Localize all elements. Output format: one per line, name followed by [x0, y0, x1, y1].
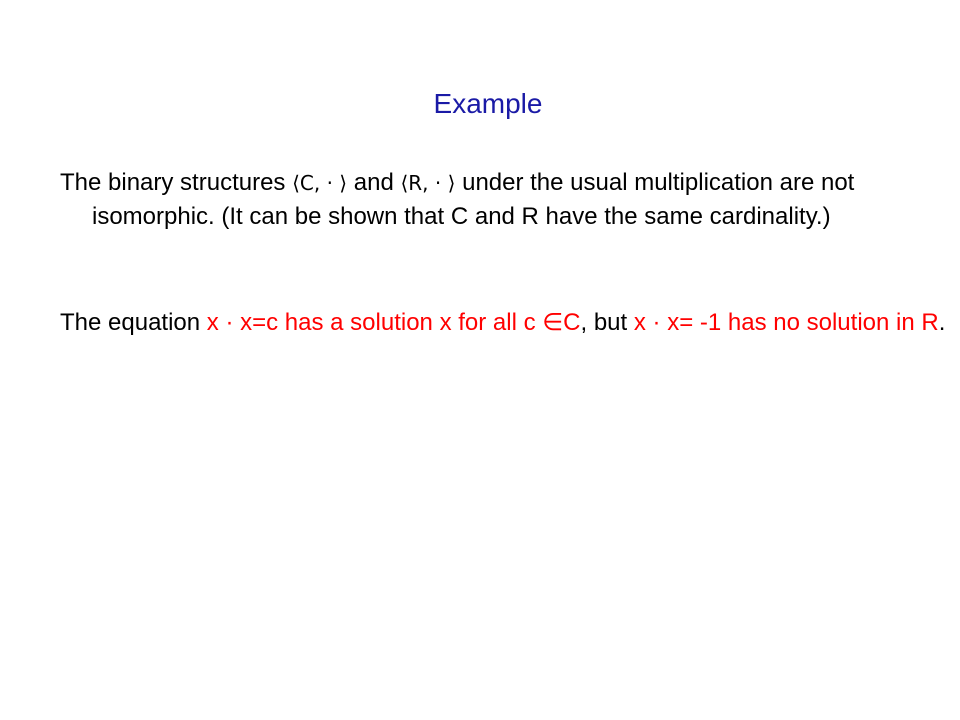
p2-text-but: , but — [580, 309, 634, 336]
p1-text-start: The binary structures — [60, 169, 293, 196]
p1-text-and: and — [347, 169, 401, 196]
paragraph-binary-structures — [60, 166, 952, 234]
equation-highlight-2: x · x= -1 has no solution in R — [633, 309, 939, 336]
structure-r: ⟨R, · ⟩ — [400, 171, 456, 195]
paragraph-equation — [60, 306, 952, 340]
p1-text-end: under the usual multiplication are not isomorphic. (It can be shown that C and R have the same cardinality.) — [92, 169, 855, 230]
equation-highlight-1: x · x=c has a solution x for all c ∈C — [206, 309, 581, 336]
p2-text-end: . — [938, 309, 946, 336]
p2-text-start: The equation — [60, 309, 207, 336]
structure-c: ⟨C, · ⟩ — [292, 171, 348, 195]
slide-title: Example — [433, 88, 543, 119]
